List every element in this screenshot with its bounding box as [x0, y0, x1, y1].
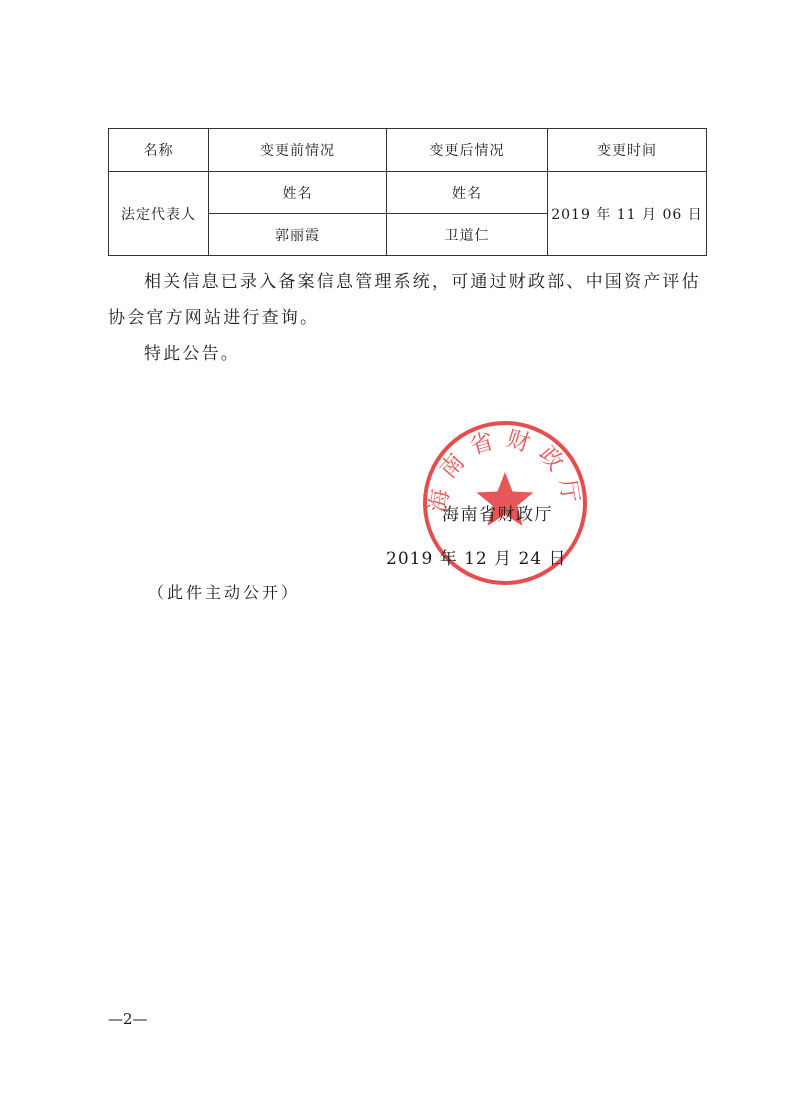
signing-date: 2019 年 12 月 24 日	[386, 549, 567, 569]
header-time: 变更时间	[548, 129, 707, 172]
closing-paragraph: 特此公告。	[144, 344, 240, 364]
body-paragraph: 相关信息已录入备案信息管理系统，可通过财政部、中国资产评估协会官方网站进行查询。	[108, 272, 701, 328]
header-before: 变更前情况	[209, 129, 387, 172]
table-header-row	[109, 129, 707, 172]
cell-after-label: 姓名	[387, 172, 548, 214]
page-number: —2—	[108, 1010, 148, 1028]
cell-before-value: 郭丽霞	[209, 214, 387, 256]
cell-after-value: 卫道仁	[387, 214, 548, 256]
change-info-table	[108, 128, 707, 256]
cell-date: 2019 年 11 月 06 日	[548, 172, 707, 256]
header-name: 名称	[109, 129, 209, 172]
signing-organization: 海南省财政厅	[442, 505, 553, 525]
cell-before-label: 姓名	[209, 172, 387, 214]
disclosure-note: （此件主动公开）	[148, 583, 301, 602]
seal-text: 海南省财政厅	[425, 425, 585, 515]
cell-item: 法定代表人	[109, 172, 209, 256]
header-after: 变更后情况	[387, 129, 548, 172]
table-row	[109, 172, 707, 214]
